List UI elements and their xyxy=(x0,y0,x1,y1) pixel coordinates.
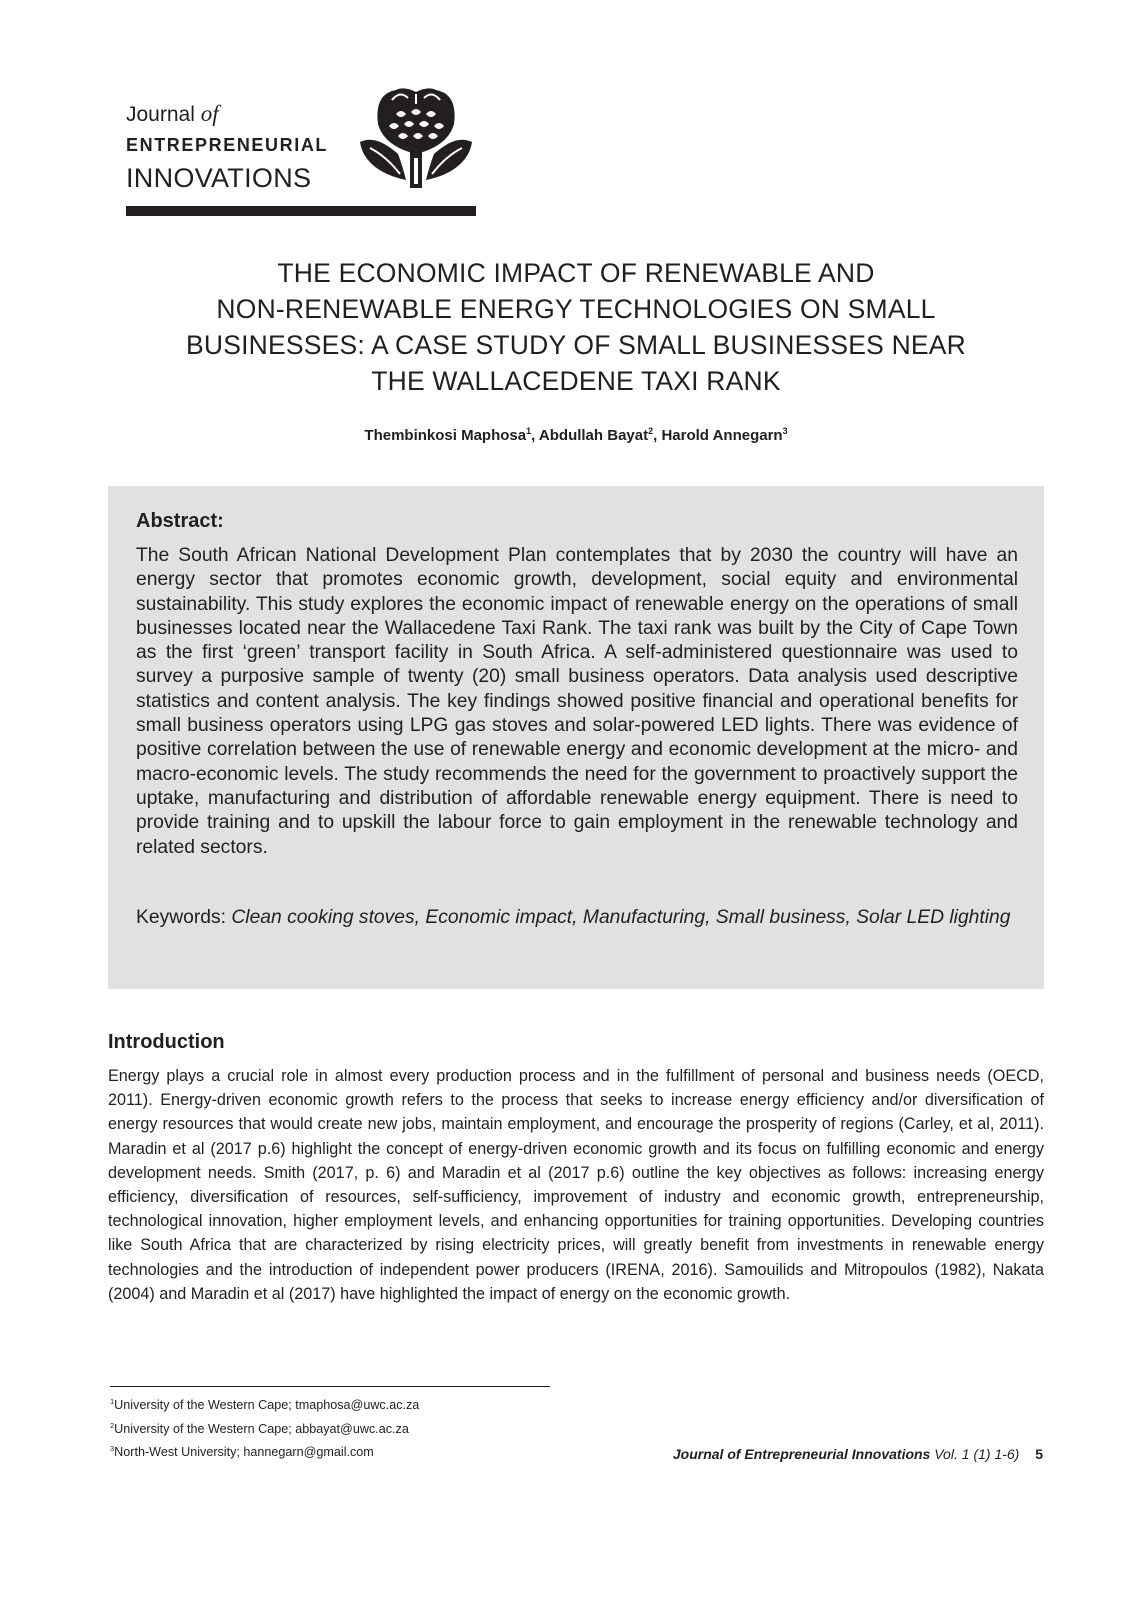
author-affiliation-mark: 2 xyxy=(648,426,654,436)
footnote xyxy=(110,1392,419,1416)
keywords-label: Keywords: xyxy=(136,907,227,928)
title-line: BUSINESSES: A CASE STUDY OF SMALL BUSINESSES NEAR xyxy=(185,330,967,360)
introduction-text: Energy plays a crucial role in almost every production process and in the fulfillment of personal and business needs (OECD, 2011). Energy-driven economic growth refers to the process that seeks to increase energy efficiency and/or diversification of energy resources that would create new jobs, maintain employment, and encourage the prosperity of regions (Carley, et al, 2011). Maradin et al (2017 p.6) highlight the concept of energy-driven economic growth and its focus on fulfilling economic and energy development needs. Smith (2017, p. 6) and Maradin et al (2017 p.6) outline the key objectives as follows: increasing energy efficiency, diversification of resources, self-sufficiency, improvement of industry and economic growth, entrepreneurship, technological innovation, higher employment levels, and enhancing opportunities for training opportunities. Developing countries like South Africa that are characterized by rising electricity prices, will greatly benefit from investments in renewable energy technologies and the introduction of independent power producers (IRENA, 2016). Samouilids and Mitropoulos (1982), Nakata (2004) and Maradin et al (2017) have highlighted the impact of energy on the economic growth. xyxy=(108,1067,1044,1303)
page-number: 5 xyxy=(1035,1446,1043,1462)
author-list: Thembinkosi Maphosa$^1$, Abdullah Bayat$^2$, Harold Annegarn$^3$ xyxy=(364,426,788,444)
footer-journal-title: Journal of Entrepreneurial Innovations xyxy=(672,1446,931,1462)
abstract-heading: Abstract: xyxy=(136,510,224,532)
keywords-values: Clean cooking stoves, Economic impact, Manufacturing, Small business, Solar LED lighting xyxy=(231,907,1011,928)
abstract-text: The South African National Development Plan contemplates that by 2030 the country will have an energy sector that promotes economic growth, development, social equity and environmental sustainability. This study explores the economic impact of renewable energy on the operations of small businesses located near the Wallacedene Taxi Rank. The taxi rank was built by the City of Cape Town as the first ‘green’ transport facility in South Africa. A self-administered questionnaire was used to survey a purposive sample of twenty (20) small business operators. Data analysis used descriptive statistics and content analysis. The key findings showed positive financial and operational benefits for small business operators using LPG gas stoves and solar-powered LED lights. There was evidence of positive correlation between the use of renewable energy and economic development at the micro- and macro-economic levels. The study recommends the need for the government to proactively support the uptake, manufacturing and distribution of affordable renewable energy equipment. There is need to provide training and to upskill the labour force to gain employment in the renewable technology and related sectors. xyxy=(136,545,1018,858)
footer-volume: Vol. 1 (1) 1-6) xyxy=(934,1446,1020,1462)
masthead-of-word: of xyxy=(200,101,219,126)
introduction-heading: Introduction xyxy=(108,1031,225,1053)
author-affiliation-mark: 3 xyxy=(782,426,788,436)
article-title xyxy=(116,255,1036,399)
author-name: Thembinkosi Maphosa xyxy=(364,427,527,444)
masthead-rule xyxy=(126,206,476,216)
footnote xyxy=(110,1416,419,1440)
title-line: THE WALLACEDENE TAXI RANK xyxy=(371,366,781,396)
author-name: Harold Annegarn xyxy=(661,427,783,444)
keywords-line xyxy=(136,906,1018,930)
title-line: NON-RENEWABLE ENERGY TECHNOLOGIES ON SMALL xyxy=(216,294,936,324)
footnote-number: 2 xyxy=(110,1420,115,1430)
author-affiliation-mark: 1 xyxy=(526,426,532,436)
journal-masthead xyxy=(126,84,476,217)
masthead-innovations-word: INNOVATIONS xyxy=(126,163,312,193)
footnotes xyxy=(110,1392,419,1463)
title-line: THE ECONOMIC IMPACT OF RENEWABLE AND xyxy=(277,258,875,288)
author-name: Abdullah Bayat xyxy=(538,427,649,444)
masthead-entrepreneurial-word: ENTREPRENEURIAL xyxy=(126,135,329,155)
footnote-number: 1 xyxy=(110,1397,115,1406)
footnote xyxy=(110,1439,419,1463)
protea-flower-icon xyxy=(356,84,476,196)
footnote-rule xyxy=(110,1386,550,1387)
footnote-number: 3 xyxy=(110,1444,115,1454)
masthead-journal-line xyxy=(126,102,219,127)
page-footer xyxy=(673,1446,1043,1462)
footnote-text: University of the Western Cape; abbayat@uwc.ac.za xyxy=(114,1421,409,1436)
footnote-text: University of the Western Cape; tmaphosa@uwc.ac.za xyxy=(114,1398,420,1413)
abstract-box xyxy=(108,486,1044,989)
masthead-journal-word: Journal xyxy=(126,103,195,126)
footnote-text: North-West University; hannegarn@gmail.com xyxy=(114,1445,374,1460)
